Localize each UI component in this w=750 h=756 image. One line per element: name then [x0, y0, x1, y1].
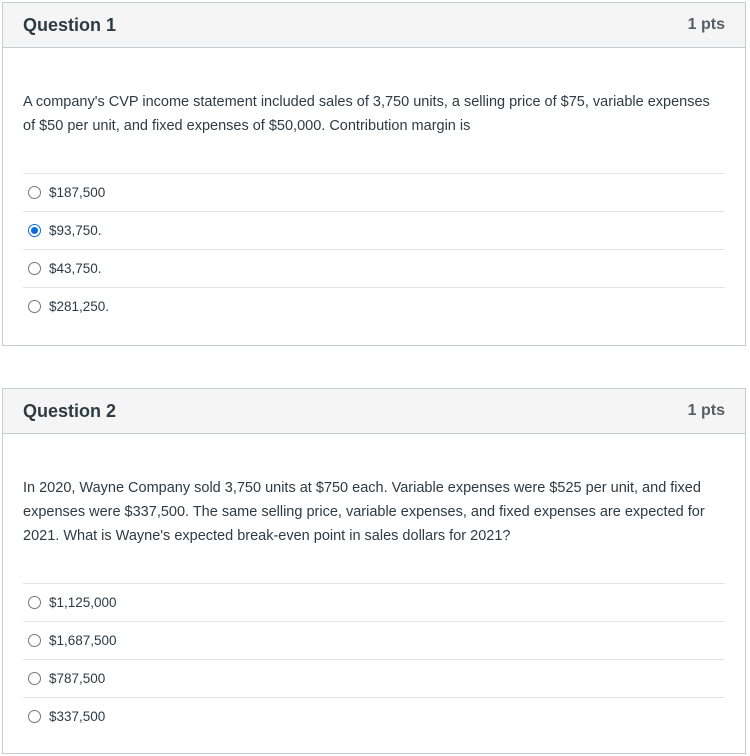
question-text: In 2020, Wayne Company sold 3,750 units at $750 each. Variable expenses were $525 per unit, and fixed expenses were $337,500. The same selling price, variable expenses, and fixed expenses are expected for 2021. What is Wayne's expected break-even point in sales dollars for 2021?: [23, 480, 705, 544]
answer-option[interactable]: [23, 659, 725, 697]
answer-label[interactable]: $1,125,000: [49, 595, 117, 610]
radio-button[interactable]: [28, 224, 41, 237]
question-title: Question 2: [23, 400, 117, 421]
radio-button[interactable]: [28, 262, 41, 275]
radio-button[interactable]: [28, 596, 41, 609]
answer-label[interactable]: $281,250.: [49, 299, 110, 314]
radio-button[interactable]: [28, 672, 41, 685]
answer-label[interactable]: $337,500: [49, 709, 106, 724]
answer-option[interactable]: [23, 173, 725, 211]
answer-option[interactable]: [23, 583, 725, 621]
question-title: Question 1: [23, 14, 117, 35]
answer-option[interactable]: [23, 211, 725, 249]
answer-option[interactable]: [23, 249, 725, 287]
answer-label[interactable]: $1,687,500: [49, 633, 117, 648]
answer-option[interactable]: [23, 287, 725, 325]
answer-label[interactable]: $787,500: [49, 671, 106, 686]
answer-option[interactable]: [23, 697, 725, 735]
radio-button[interactable]: [28, 300, 41, 313]
question-points: 1 pts: [687, 16, 725, 33]
question-1: [2, 2, 746, 346]
radio-button[interactable]: [28, 634, 41, 647]
question-header: [3, 389, 745, 434]
radio-button[interactable]: [28, 186, 41, 199]
answer-label[interactable]: $187,500: [49, 185, 106, 200]
radio-button[interactable]: [28, 710, 41, 723]
answer-label[interactable]: $43,750.: [49, 261, 102, 276]
answer-list: [23, 583, 725, 735]
answer-label[interactable]: $93,750.: [49, 223, 102, 238]
answer-option[interactable]: [23, 621, 725, 659]
question-points: 1 pts: [687, 402, 725, 419]
question-text: A company's CVP income statement included sales of 3,750 units, a selling price of $75, variable expenses of $50 per unit, and fixed expenses of $50,000. Contribution margin is: [23, 94, 710, 134]
question-header: [3, 3, 745, 48]
question-2: [2, 388, 746, 754]
answer-list: [23, 173, 725, 325]
